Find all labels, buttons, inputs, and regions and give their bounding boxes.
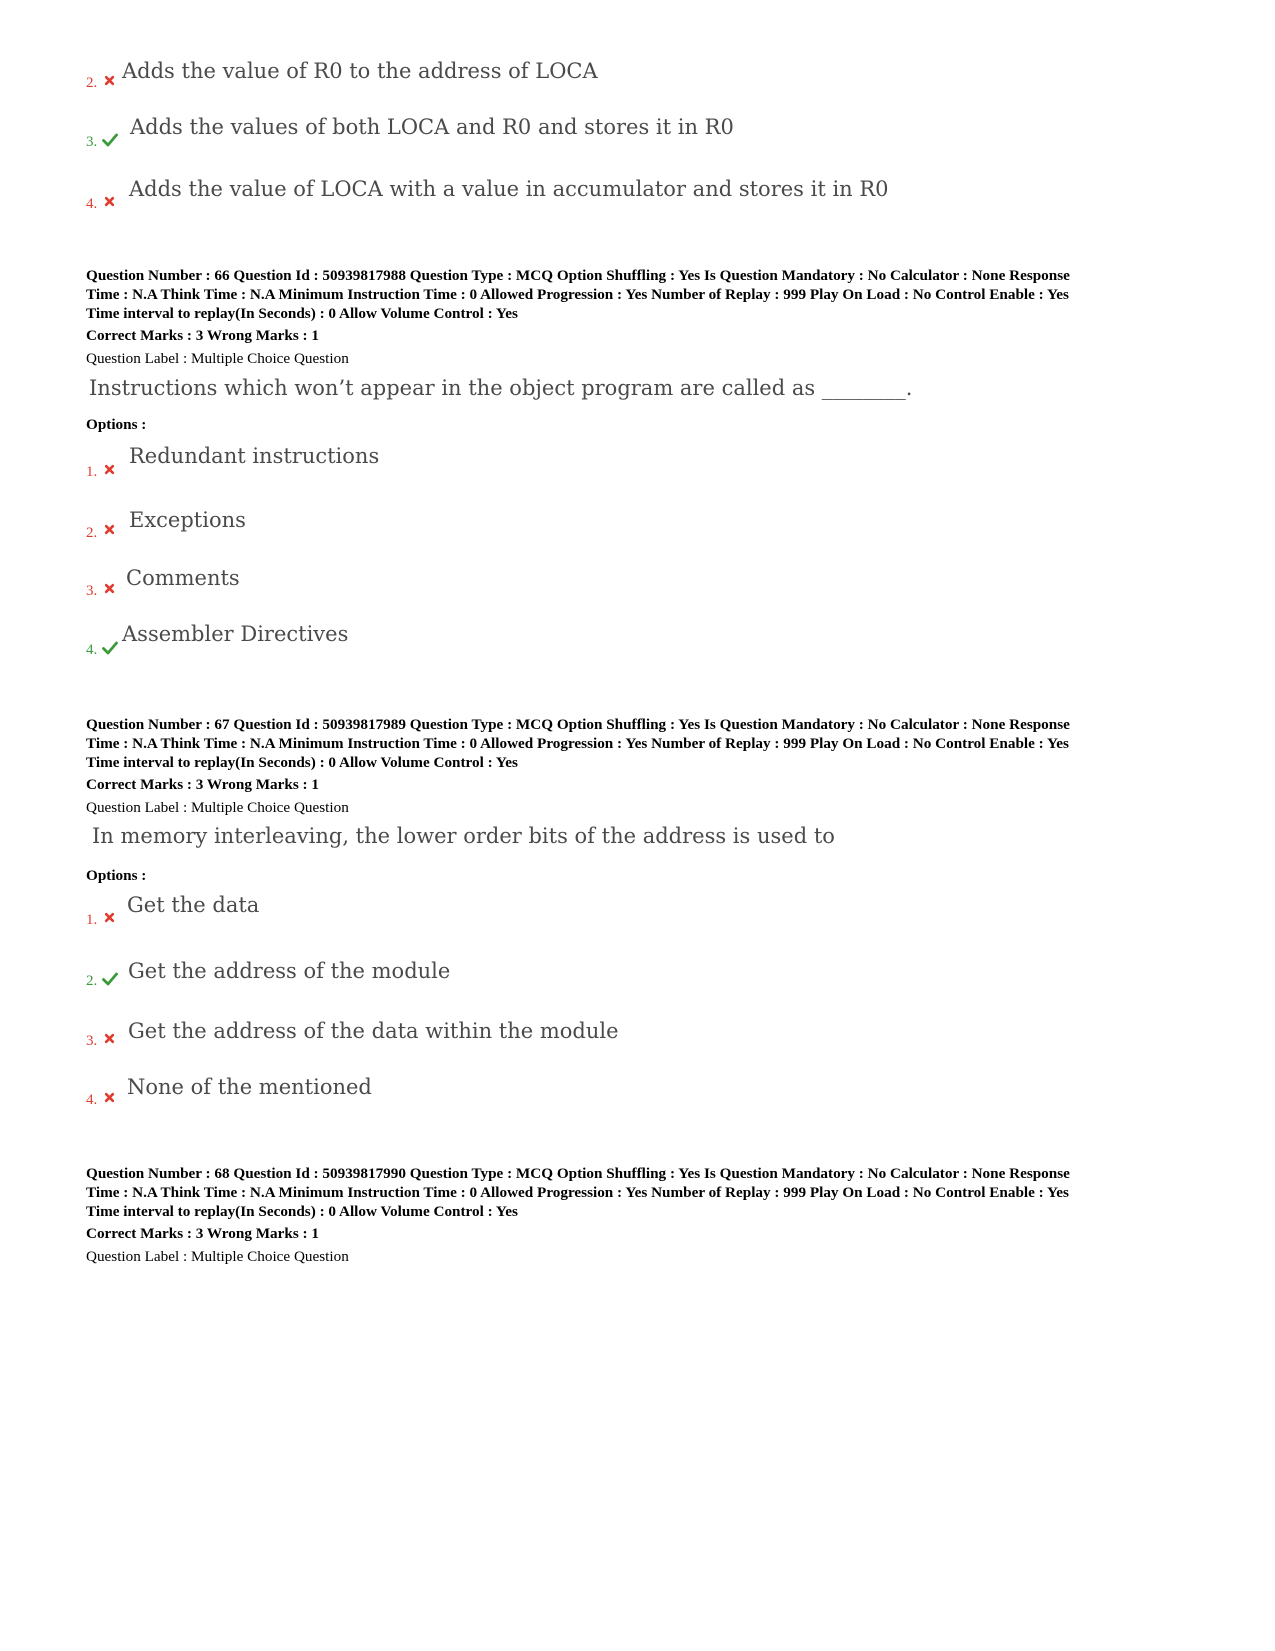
- question-label: Question Label : Multiple Choice Question: [86, 1248, 349, 1265]
- option-text: Redundant instructions: [129, 444, 380, 468]
- marks-info: Correct Marks : 3 Wrong Marks : 1: [86, 327, 319, 344]
- cross-icon: [104, 1092, 115, 1103]
- question-stem: In memory interleaving, the lower order bits of the address is used to: [92, 824, 835, 848]
- options-header: Options :: [86, 416, 147, 433]
- cross-icon: [104, 464, 115, 475]
- option-text: Comments: [126, 566, 240, 590]
- option-text: Adds the values of both LOCA and R0 and stores it in R0: [130, 115, 734, 139]
- cross-icon: [104, 1033, 115, 1044]
- question-metadata: Question Number : 67 Question Id : 50939817989 Question Type : MCQ Option Shuffling : Yes Is Question Mandatory : No Calculator : None Response Time : N.A Think Time : N.A Minimum Instruction Time : 0 Allowed Progression : Yes Number of Replay : 999 Play On Load : No Control Enable : Yes Time interval to replay(In Seconds) : 0 Allow Volume Control : Yes: [86, 716, 1070, 771]
- marks-info: Correct Marks : 3 Wrong Marks : 1: [86, 776, 319, 793]
- option-number: 1.: [86, 912, 98, 928]
- option-text: Adds the value of LOCA with a value in accumulator and stores it in R0: [129, 177, 889, 201]
- option-text: Get the address of the module: [128, 959, 451, 983]
- option-text: Exceptions: [129, 508, 246, 532]
- option-number: 3.: [86, 1033, 98, 1049]
- option-number: 4.: [86, 642, 98, 658]
- question-label: Question Label : Multiple Choice Question: [86, 799, 349, 816]
- marks-info: Correct Marks : 3 Wrong Marks : 1: [86, 1225, 319, 1242]
- option-text: Get the data: [127, 893, 260, 917]
- option-number: 2.: [86, 75, 98, 91]
- cross-icon: [104, 196, 115, 207]
- question-metadata: Question Number : 66 Question Id : 50939817988 Question Type : MCQ Option Shuffling : Yes Is Question Mandatory : No Calculator : None Response Time : N.A Think Time : N.A Minimum Instruction Time : 0 Allowed Progression : Yes Number of Replay : 999 Play On Load : No Control Enable : Yes Time interval to replay(In Seconds) : 0 Allow Volume Control : Yes: [86, 267, 1070, 322]
- option-text: Assembler Directives: [122, 622, 349, 646]
- question-metadata: Question Number : 68 Question Id : 50939817990 Question Type : MCQ Option Shuffling : Yes Is Question Mandatory : No Calculator : None Response Time : N.A Think Time : N.A Minimum Instruction Time : 0 Allowed Progression : Yes Number of Replay : 999 Play On Load : No Control Enable : Yes Time interval to replay(In Seconds) : 0 Allow Volume Control : Yes: [86, 1165, 1070, 1220]
- option-number: 3.: [86, 583, 98, 599]
- option-number: 3.: [86, 134, 98, 150]
- option-number: 2.: [86, 973, 98, 989]
- options-header: Options :: [86, 867, 147, 884]
- cross-icon: [104, 912, 115, 923]
- cross-icon: [104, 583, 115, 594]
- option-text: Adds the value of R0 to the address of LOCA: [122, 59, 598, 83]
- check-icon: [102, 641, 118, 655]
- check-icon: [102, 133, 118, 147]
- check-icon: [102, 972, 118, 986]
- question-stem: Instructions which won’t appear in the object program are called as ________.: [89, 376, 913, 400]
- option-text: None of the mentioned: [127, 1075, 372, 1099]
- option-text: Get the address of the data within the module: [128, 1019, 619, 1043]
- question-label: Question Label : Multiple Choice Question: [86, 350, 349, 367]
- cross-icon: [104, 524, 115, 535]
- cross-icon: [104, 75, 115, 86]
- option-number: 4.: [86, 196, 98, 212]
- option-number: 4.: [86, 1092, 98, 1108]
- option-number: 1.: [86, 464, 98, 480]
- option-number: 2.: [86, 525, 98, 541]
